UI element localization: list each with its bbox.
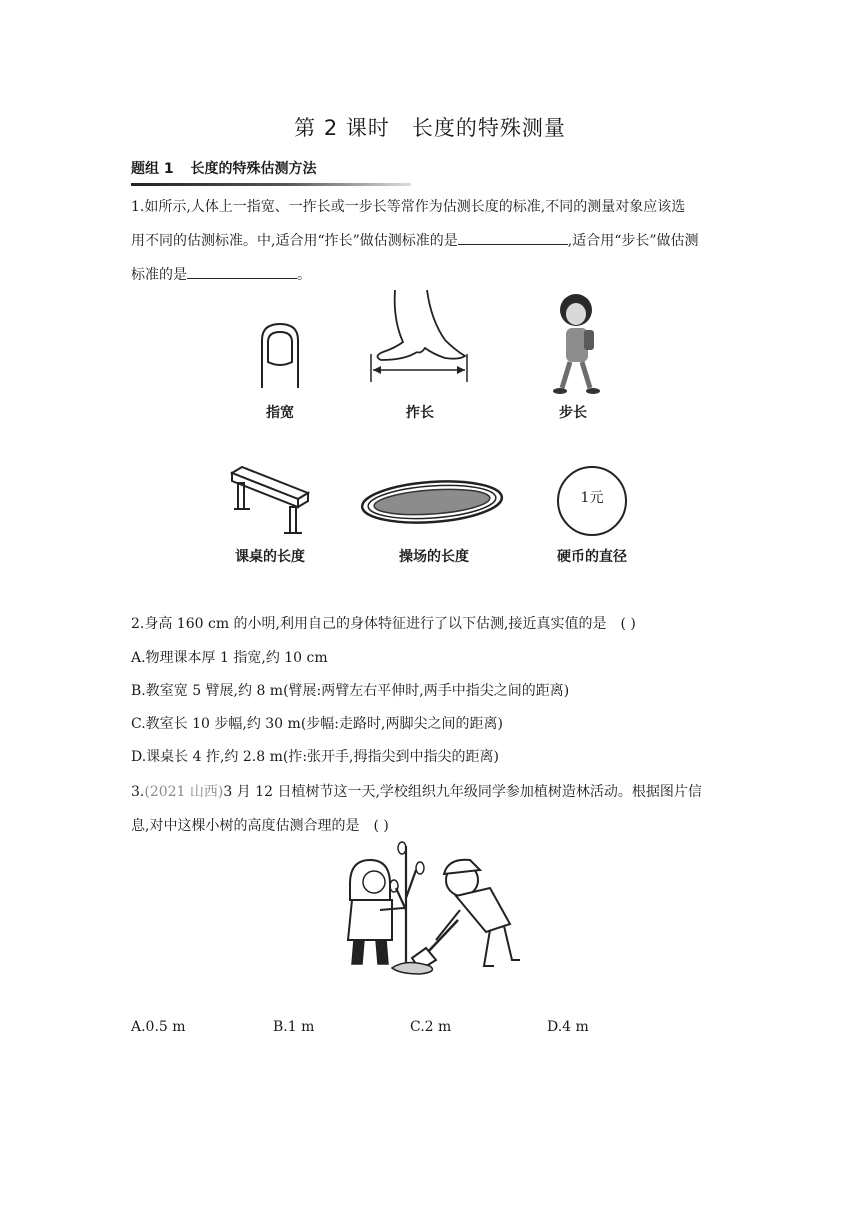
q3-answer-paren[interactable]: ( ) xyxy=(373,818,389,834)
q3-stem-line2 xyxy=(131,815,389,835)
page-title xyxy=(0,112,860,142)
lesson-number: 第 2 课时 xyxy=(294,116,390,140)
q1-line2-text: 用不同的估测标准。中,适合用“拃长”做估测标准的是 xyxy=(131,233,458,249)
tree-planting-figure xyxy=(340,840,520,975)
q3-option-a[interactable]: A.0.5 m xyxy=(131,1019,186,1035)
caption-playground-length: 操场的长度 xyxy=(399,549,469,565)
caption-step-length: 步长 xyxy=(559,405,587,421)
caption-finger-width: 指宽 xyxy=(266,405,294,421)
q2-stem-text: 2.身高 160 cm 的小明,利用自己的身体特征进行了以下估测,接近真实值的是 xyxy=(131,616,607,632)
q1-line3-end: 。 xyxy=(297,267,311,283)
q3-source: (2021 山西) xyxy=(144,784,224,800)
desk-figure xyxy=(228,465,310,537)
q3-stem-text2: 息,对中这棵小树的高度估测合理的是 xyxy=(131,818,360,834)
q3-stem-text1: 3 月 12 日植树节这一天,学校组织九年级同学参加植树造林活动。根据图片信 xyxy=(223,784,702,800)
q1-line3 xyxy=(131,264,311,284)
caption-hand-span: 拃长 xyxy=(406,405,434,421)
q3-option-b[interactable]: B.1 m xyxy=(273,1019,315,1035)
q3-option-c[interactable]: C.2 m xyxy=(410,1019,452,1035)
section-label: 题组 1 xyxy=(131,161,174,177)
q1-line2 xyxy=(131,230,699,250)
q2-stem xyxy=(131,613,636,633)
section-heading xyxy=(131,158,317,178)
section-rule xyxy=(131,183,411,186)
q1-line3-text: 标准的是 xyxy=(131,267,187,283)
caption-desk-length: 课桌的长度 xyxy=(235,549,305,565)
q2-option-c[interactable]: C.教室长 10 步幅,约 30 m(步幅:走路时,两脚尖之间的距离) xyxy=(131,716,503,732)
q1-line1: 1.如所示,人体上一指宽、一拃长或一步长等常作为估测长度的标准,不同的测量对象应该选 xyxy=(131,199,686,215)
q1-answer-blank-span[interactable] xyxy=(458,230,568,245)
q3-stem-line1 xyxy=(131,781,702,801)
q3-number: 3. xyxy=(131,784,145,800)
q2-answer-paren[interactable]: ( ) xyxy=(620,616,636,632)
coin-label: 1元 xyxy=(580,490,604,506)
playground-figure xyxy=(360,478,505,526)
q2-option-d[interactable]: D.课桌长 4 拃,约 2.8 m(拃:张开手,拇指尖到中指尖的距离) xyxy=(131,749,499,765)
walking-girl-figure xyxy=(548,290,608,400)
caption-coin-diameter: 硬币的直径 xyxy=(557,549,627,565)
finger-width-figure xyxy=(250,318,310,390)
q2-option-b[interactable]: B.教室宽 5 臂展,约 8 m(臂展:两臂左右平伸时,两手中指尖之间的距离) xyxy=(131,683,570,699)
q1-line2-text-b: ,适合用“步长”做估测 xyxy=(567,233,699,249)
section-name: 长度的特殊估测方法 xyxy=(190,161,317,177)
q2-option-a[interactable]: A.物理课本厚 1 指宽,约 10 cm xyxy=(131,650,328,666)
q1-answer-blank-step[interactable] xyxy=(187,264,297,279)
q3-option-d[interactable]: D.4 m xyxy=(547,1019,589,1035)
lesson-topic: 长度的特殊测量 xyxy=(411,116,566,140)
hand-span-figure xyxy=(365,290,475,385)
